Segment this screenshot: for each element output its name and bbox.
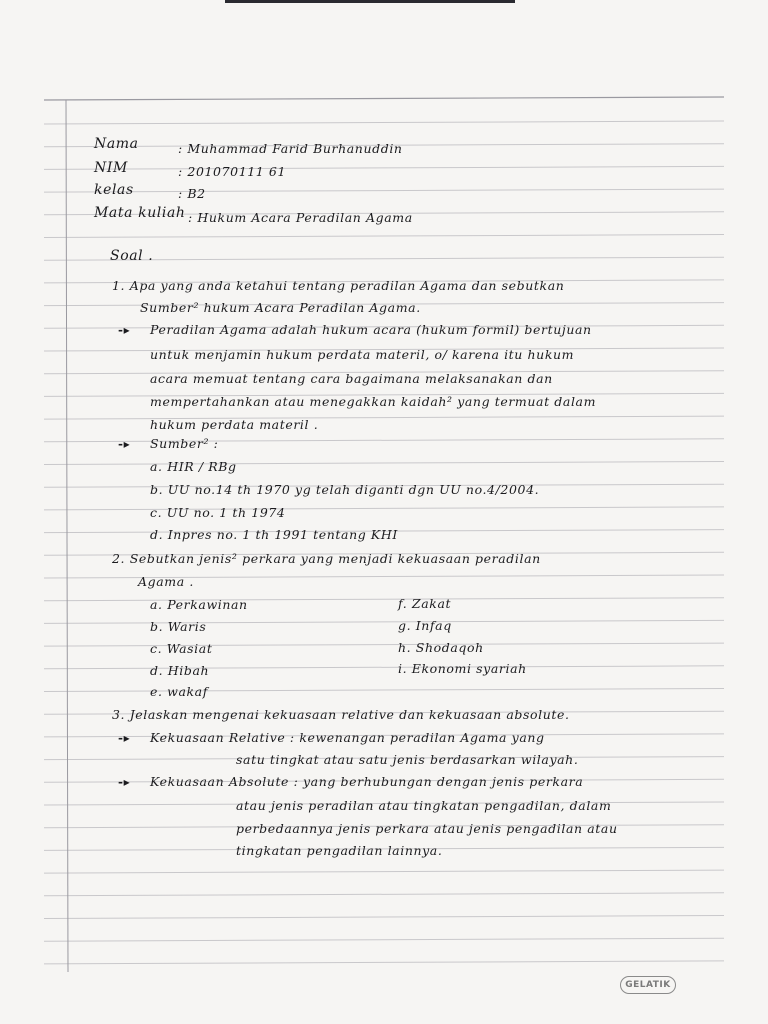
rule-line — [44, 507, 724, 510]
q2-question-line-1: 2. Sebutkan jenis² perkara yang menjadi kekuasaan peradilan — [112, 551, 541, 566]
q3-absolute-line-4: tingkatan pengadilan lainnya. — [236, 843, 443, 858]
q3-relative-line-1: Kekuasaan Relative : kewenangan peradilan Agama yang — [150, 730, 545, 745]
q1-source-a: a. HIR / RBg — [150, 459, 237, 474]
q1-source-b: b. UU no.14 th 1970 yg telah diganti dgn UU no.4/2004. — [150, 482, 540, 497]
matkul-value: : Hukum Acara Peradilan Agama — [188, 210, 413, 225]
rule-line — [44, 666, 724, 669]
rule-line — [44, 916, 724, 919]
rule-line — [44, 121, 724, 124]
kelas-value: : B2 — [178, 186, 206, 201]
q1-sumber-label: Sumber² : — [150, 436, 219, 451]
rule-line — [44, 961, 724, 964]
q1-source-c: c. UU no. 1 th 1974 — [150, 505, 286, 520]
arrow-icon: -▸ — [118, 775, 131, 789]
rule-line — [44, 439, 724, 442]
rule-line — [44, 462, 724, 465]
q2-item-a: a. Perkawinan — [150, 597, 248, 612]
q1-answer-line-5: hukum perdata materil . — [150, 417, 319, 432]
soal-heading: Soal . — [110, 248, 154, 264]
q3-absolute-line-2: atau jenis peradilan atau tingkatan pengadilan, dalam — [236, 798, 612, 813]
q3-absolute-line-3: perbedaannya jenis perkara atau jenis pengadilan atau — [236, 821, 618, 836]
q2-item-i: i. Ekonomi syariah — [398, 661, 527, 676]
rule-line — [44, 689, 724, 692]
kelas-label: kelas — [94, 182, 134, 198]
q1-answer-line-4: mempertahankan atau menegakkan kaidah² yang termuat dalam — [150, 394, 597, 409]
q2-item-h: h. Shodaqoh — [398, 640, 484, 655]
nim-value: : 201070111 61 — [178, 164, 287, 179]
rule-line — [44, 893, 724, 896]
q1-answer-line-3: acara memuat tentang cara bagaimana melaksanakan dan — [150, 371, 553, 386]
rule-line — [44, 598, 724, 601]
q2-item-d: d. Hibah — [150, 663, 210, 678]
q1-answer-line-2: untuk menjamin hukum perdata materil, o/ karena itu hukum — [150, 347, 575, 362]
rule-line — [44, 870, 724, 873]
brand-logo: GELATIK — [620, 976, 676, 994]
nim-label: NIM — [94, 160, 128, 176]
q2-question-line-2: Agama . — [138, 574, 194, 589]
q2-item-c: c. Wasiat — [150, 641, 213, 656]
q3-question: 3. Jelaskan mengenai kekuasaan relative dan kekuasaan absolute. — [112, 707, 570, 722]
rule-line — [44, 416, 724, 419]
nama-value: : Muhammad Farid Burhanuddin — [178, 141, 403, 156]
q1-question-line-1: 1. Apa yang anda ketahui tentang peradilan Agama dan sebutkan — [112, 278, 565, 293]
rule-line — [44, 189, 724, 192]
q2-item-g: g. Infaq — [398, 618, 452, 633]
q2-item-b: b. Waris — [150, 619, 207, 634]
q2-item-e: e. wakaf — [150, 684, 208, 699]
nama-label: Nama — [94, 136, 139, 152]
arrow-icon: -▸ — [118, 731, 131, 745]
header-rule-line — [44, 97, 724, 100]
rule-line — [44, 235, 724, 238]
arrow-icon: -▸ — [118, 437, 131, 451]
q1-source-d: d. Inpres no. 1 th 1991 tentang KHI — [150, 527, 398, 542]
q3-relative-line-2: satu tingkat atau satu jenis berdasarkan wilayah. — [236, 752, 579, 767]
q3-absolute-line-1: Kekuasaan Absolute : yang berhubungan dengan jenis perkara — [150, 774, 584, 789]
q1-answer-line-1: Peradilan Agama adalah hukum acara (hukum formil) bertujuan — [150, 322, 592, 337]
rule-line — [44, 166, 724, 169]
arrow-icon: -▸ — [118, 323, 131, 337]
rule-line — [44, 938, 724, 941]
margin-line — [66, 100, 68, 972]
matkul-label: Mata kuliah — [94, 205, 186, 221]
q2-item-f: f. Zakat — [398, 596, 452, 611]
rule-line — [44, 643, 724, 646]
rule-line — [44, 620, 724, 623]
q1-question-line-2: Sumber² hukum Acara Peradilan Agama. — [140, 300, 421, 315]
